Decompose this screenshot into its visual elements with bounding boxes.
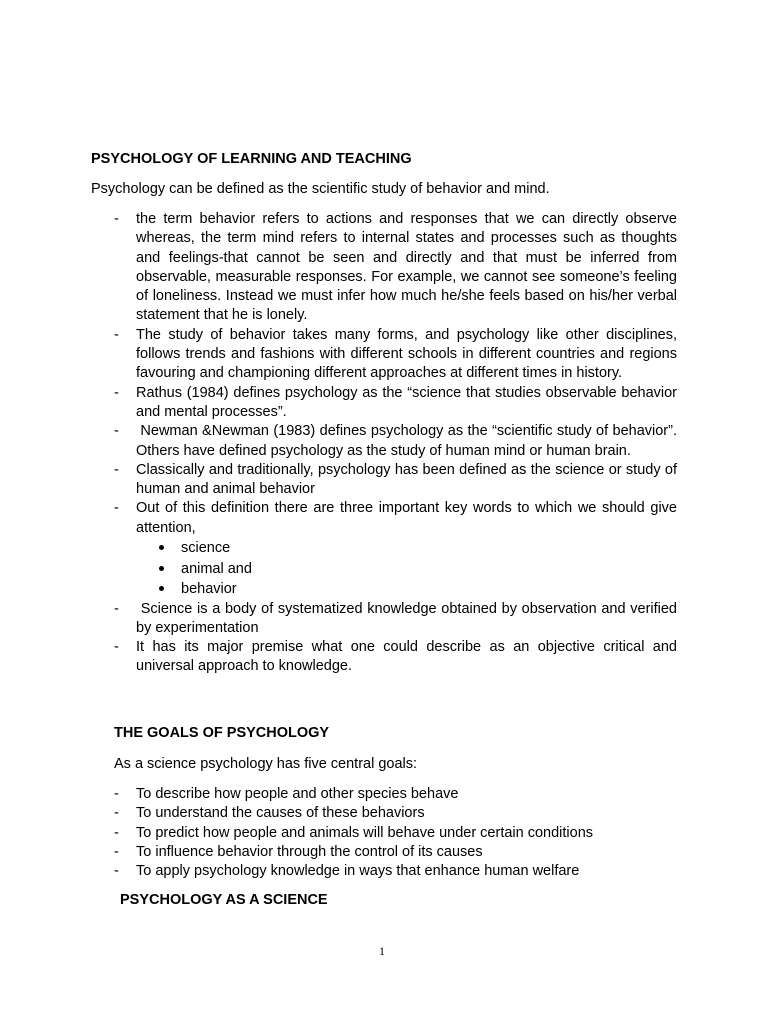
list-item xyxy=(114,384,677,423)
list-item-text: Rathus (1984) defines psychology as the “science that studies observable behavior and mental processes”. xyxy=(136,384,677,420)
key-word-item xyxy=(159,579,677,600)
list-item-text: It has its major premise what one could describe as an objective critical and universal approach to knowledge. xyxy=(136,639,677,675)
list-item-text: Newman &Newman (1983) defines psychology as the “scientific study of behavior”. Others have defined psychology as the study of human mind or human brain. xyxy=(136,423,682,459)
list-item-text: the term behavior refers to actions and responses that we can directly observe whereas, the term mind refers to internal states and processes such as thoughts and feelings-that cannot be seen and directly and that must be inferred from observable, measurable responses. For example, we cannot see someone’s feeling of loneliness. Instead we must infer how much he/she feels based on his/her verbal statement that he is lonely. xyxy=(136,211,677,324)
goals-heading: THE GOALS OF PSYCHOLOGY xyxy=(114,725,330,741)
dash-bullet: - xyxy=(114,824,119,841)
list-item-text: To predict how people and animals will behave under certain conditions xyxy=(136,824,594,841)
goals-intro: As a science psychology has five central goals: xyxy=(114,756,418,772)
list-item-text: Science is a body of systematized knowledge obtained by observation and verified by experimentation xyxy=(136,600,682,636)
goals-list xyxy=(114,785,677,881)
dash-bullet: - xyxy=(114,863,119,880)
key-word-text: science xyxy=(181,540,231,557)
list-item xyxy=(114,843,677,862)
bullet-dot-icon xyxy=(159,545,164,550)
dash-bullet: - xyxy=(114,786,119,802)
intro-paragraph: Psychology can be defined as the scientific study of behavior and mind. xyxy=(91,181,550,197)
dash-bullet: - xyxy=(114,500,119,517)
document-title: PSYCHOLOGY OF LEARNING AND TEACHING xyxy=(91,151,412,167)
dash-bullet: - xyxy=(114,326,119,343)
dash-bullet: - xyxy=(114,805,119,822)
list-item xyxy=(114,638,677,677)
dash-bullet: - xyxy=(114,211,119,227)
bullet-dot-icon xyxy=(159,566,164,571)
dash-bullet: - xyxy=(114,600,119,617)
dash-bullet: - xyxy=(114,423,119,440)
list-item xyxy=(114,785,677,804)
list-item xyxy=(114,824,677,843)
bullet-dot-icon xyxy=(159,586,164,591)
list-item-text: To describe how people and other species behave xyxy=(136,786,459,802)
list-item-text: To influence behavior through the control of its causes xyxy=(136,843,483,860)
key-word-item xyxy=(159,538,677,559)
list-item-text: The study of behavior takes many forms, and psychology like other disciplines, follows trends and fashions with different schools in different countries and regions favouring and championing different approaches at different times in history. xyxy=(136,326,677,382)
definition-list xyxy=(114,210,682,677)
list-item-text: To apply psychology knowledge in ways that enhance human welfare xyxy=(136,863,580,880)
key-word-text: animal and xyxy=(181,560,252,577)
list-item xyxy=(114,600,682,639)
list-item-text: Classically and traditionally, psychology has been defined as the science or study of human and animal behavior xyxy=(136,461,677,498)
list-item-text: To understand the causes of these behaviors xyxy=(136,805,425,822)
list-item xyxy=(114,804,677,823)
dash-bullet: - xyxy=(114,461,119,478)
key-word-text: behavior xyxy=(181,581,237,598)
list-item xyxy=(114,461,677,500)
list-item-text: Out of this definition there are three important key words to which we should give attention, xyxy=(136,500,677,536)
list-item xyxy=(114,326,677,384)
key-word-item xyxy=(159,559,677,580)
list-item xyxy=(114,862,677,881)
key-words-list xyxy=(159,538,677,600)
section-heading: PSYCHOLOGY AS A SCIENCE xyxy=(120,892,328,908)
dash-bullet: - xyxy=(114,843,119,860)
list-item xyxy=(114,210,677,326)
dash-bullet: - xyxy=(114,384,119,401)
list-item xyxy=(114,422,682,461)
list-item xyxy=(114,499,677,599)
dash-bullet: - xyxy=(114,639,119,656)
page-number: 1 xyxy=(379,944,385,958)
